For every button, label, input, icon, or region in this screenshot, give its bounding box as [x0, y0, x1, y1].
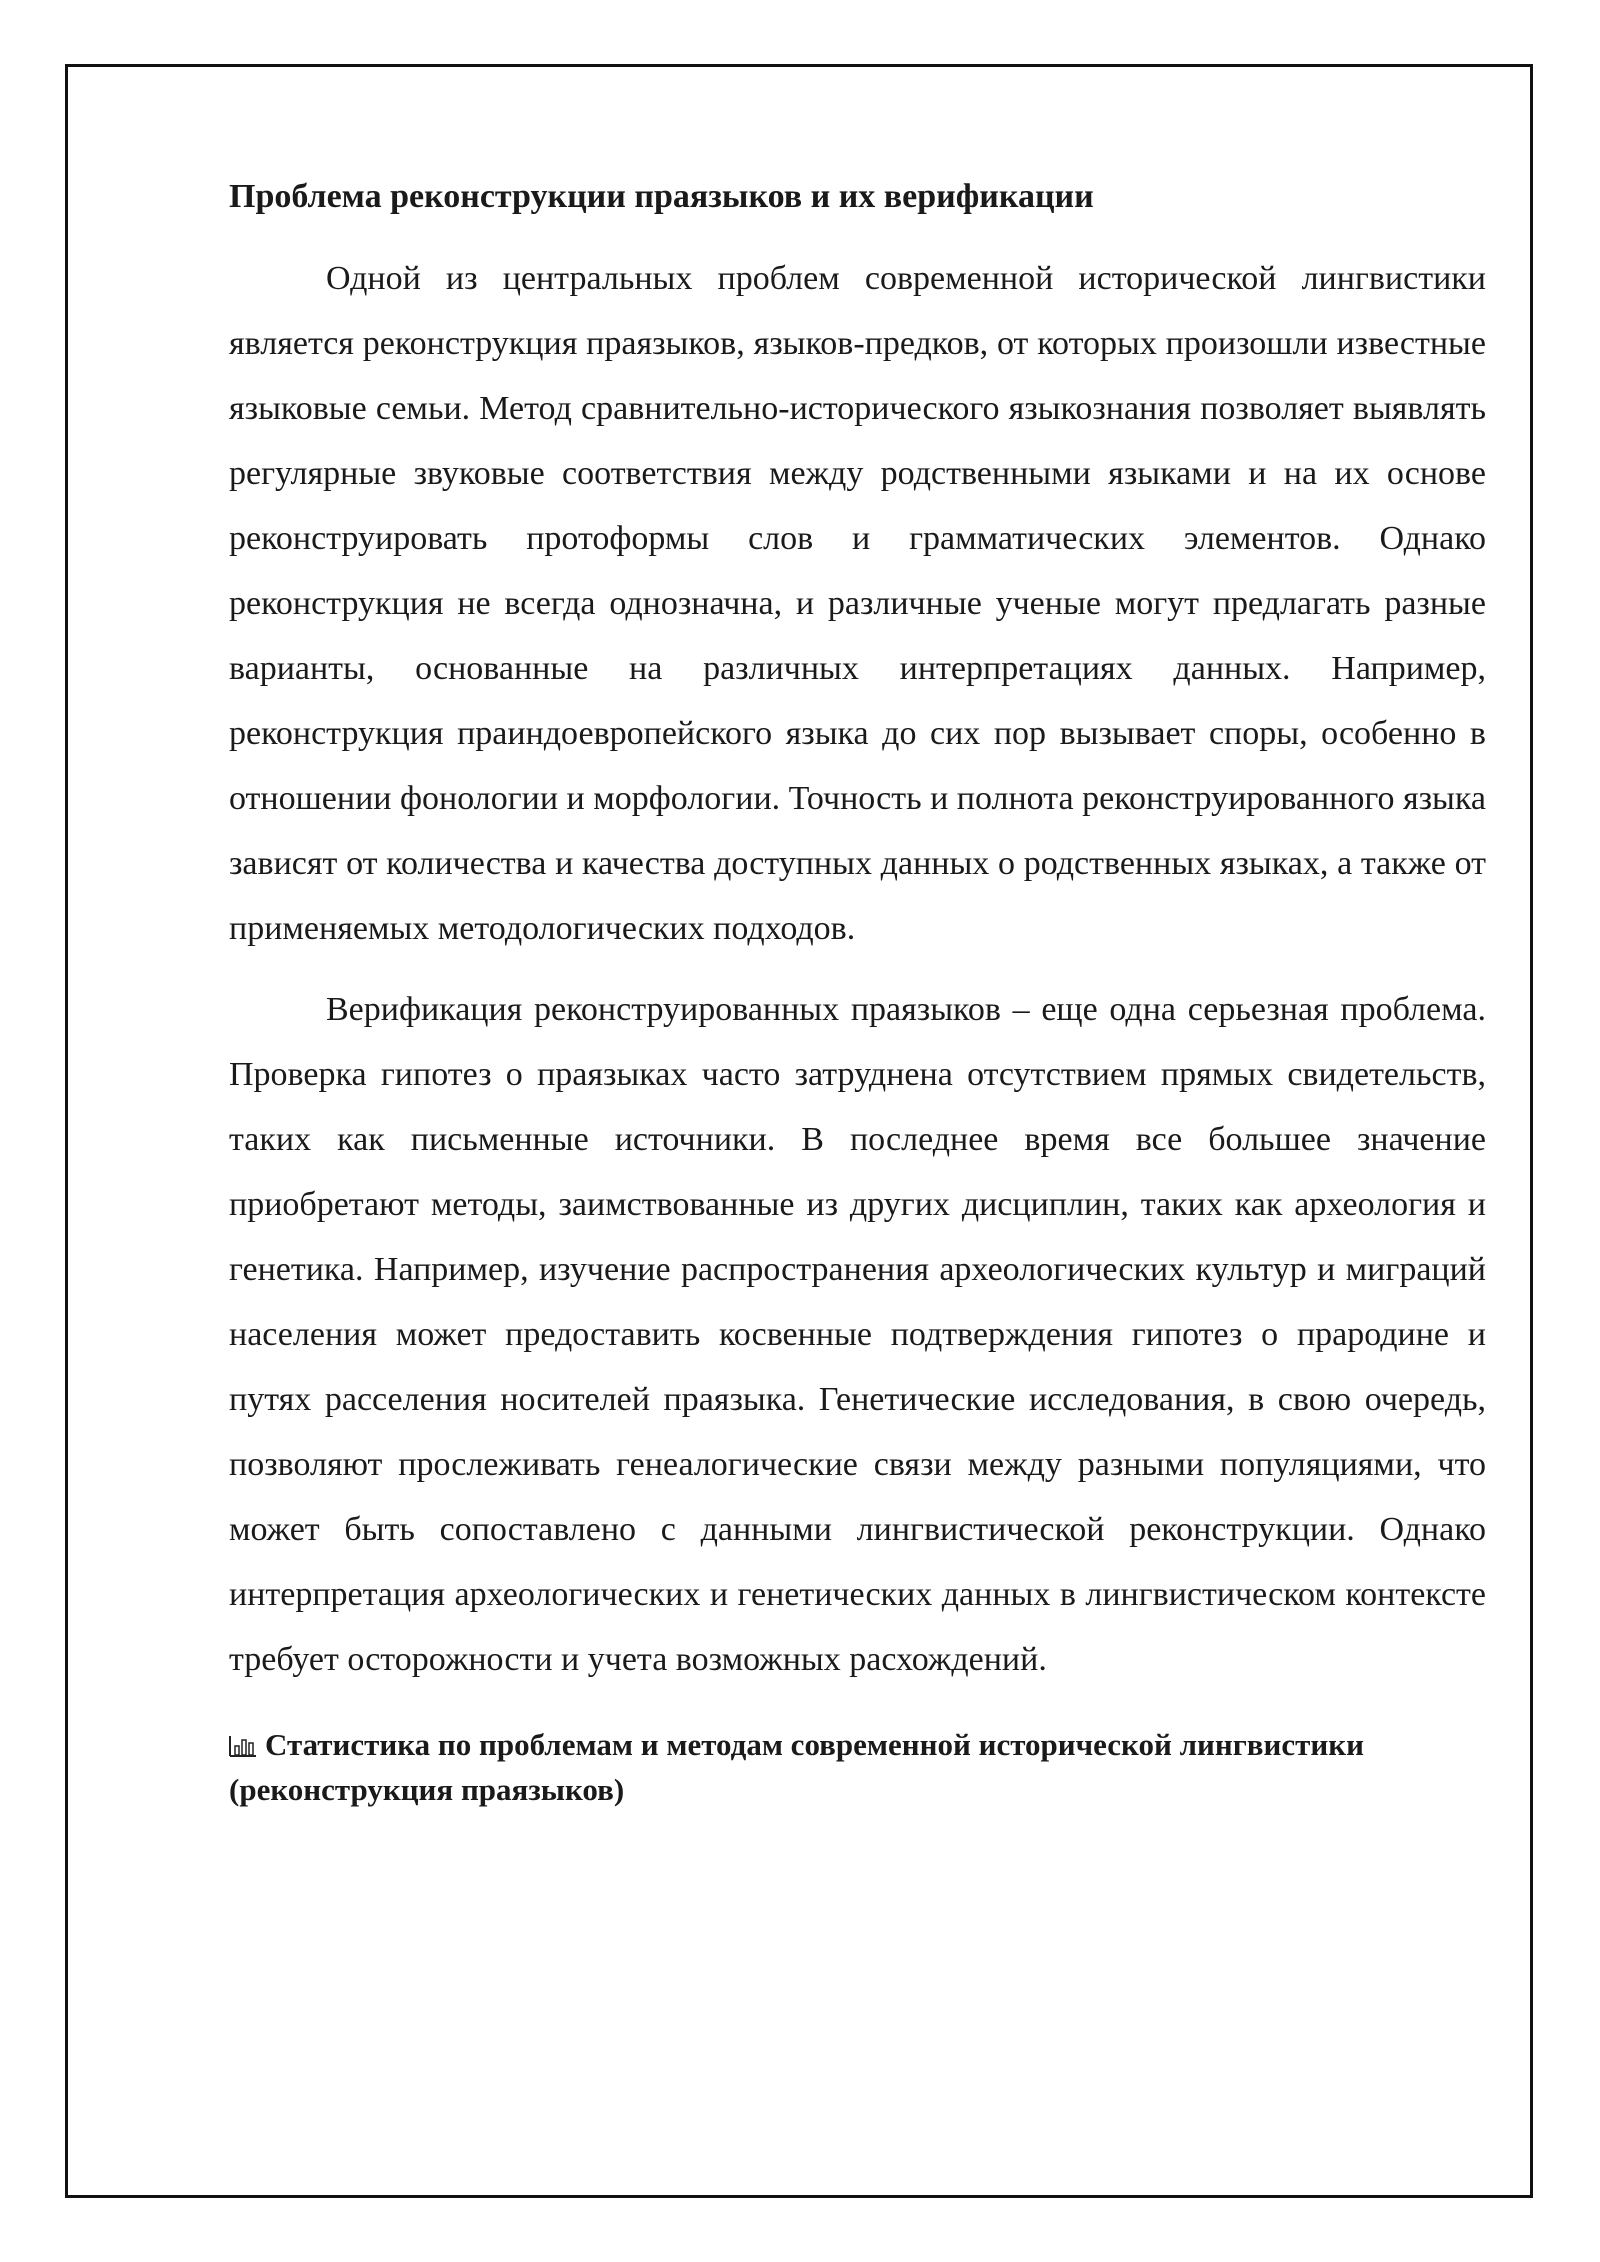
statistics-heading-text: Статистика по проблемам и методам современной исторической лингвистики (реконструкция праязыков) [229, 1727, 1364, 1807]
statistics-heading [229, 1722, 1486, 1812]
document-heading: Проблема реконструкции праязыков и их верификации [229, 178, 1094, 215]
paragraph-reconstruction: Одной из центральных проблем современной исторической лингвистики является реконструкция праязыков, языков-предков, от которых произошли известные языковые семьи. Метод сравнительно-исторического языкознания позволяет выявлять регулярные звуковые соответствия между родственными языками и на их основе реконструировать протоформы слов и грамматических элементов. Однако реконструкция не всегда однозначна, и различные ученые могут предлагать разные варианты, основанные на различных интерпретациях данных. Например, реконструкция праиндоевропейского языка до сих пор вызывает споры, особенно в отношении фонологии и морфологии. Точность и полнота реконструированного языка зависят от количества и качества доступных данных о родственных языках, а также от применяемых методологических подходов. [229, 260, 1486, 947]
document-body [229, 172, 1486, 1812]
bar-chart-icon [229, 1735, 257, 1757]
paragraph-verification: Верификация реконструированных праязыков – еще одна серьезная проблема. Проверка гипотез о праязыках часто затруднена отсутствием прямых свидетельств, таких как письменные источники. В последнее время все большее значение приобретают методы, заимствованные из других дисциплин, таких как археология и генетика. Например, изучение распространения археологических культур и миграций населения может предоставить косвенные подтверждения гипотез о прародине и путях расселения носителей праязыка. Генетические исследования, в свою очередь, позволяют прослеживать генеалогические связи между разными популяциями, что может быть сопоставлено с данными лингвистической реконструкции. Однако интерпретация археологических и генетических данных в лингвистическом контексте требует осторожности и учета возможных расхождений. [229, 991, 1486, 1678]
